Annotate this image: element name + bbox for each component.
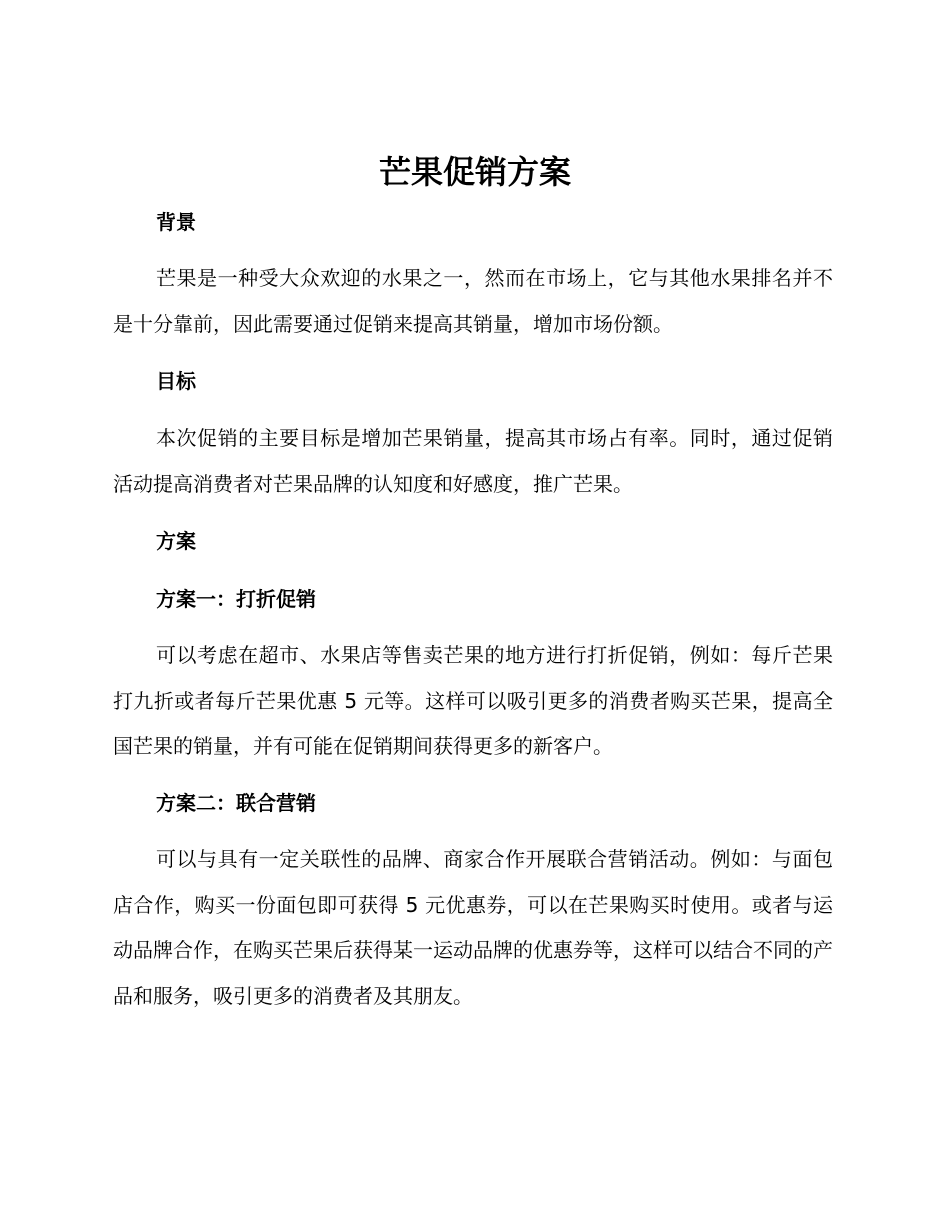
section-text-goal: 本次促销的主要目标是增加芒果销量，提高其市场占有率。同时，通过促销活动提高消费者对芒果品牌的认知度和好感度，推广芒果。 <box>113 426 833 496</box>
section-text-background: 芒果是一种受大众欢迎的水果之一，然而在市场上，它与其他水果排名并不是十分靠前，因此需要通过促销来提高其销量，增加市场份额。 <box>113 266 833 336</box>
section-text-plan-one: 可以考虑在超市、水果店等售卖芒果的地方进行打折促销，例如：每斤芒果打九折或者每斤芒果优惠 5 元等。这样可以吸引更多的消费者购买芒果，提高全国芒果的销量，并有可能在促销期间获得更多的新客户。 <box>113 643 833 758</box>
section-heading-goal: 目标 <box>156 369 196 393</box>
section-heading-plan-one: 方案一：打折促销 <box>156 587 316 611</box>
document-title: 芒果促销方案 <box>378 153 571 191</box>
section-heading-plan-two: 方案二：联合营销 <box>156 791 316 815</box>
section-text-plan-two: 可以与具有一定关联性的品牌、商家合作开展联合营销活动。例如：与面包店合作，购买一份面包即可获得 5 元优惠券，可以在芒果购买时使用。或者与运动品牌合作，在购买芒果后获得某一运动品牌的优惠券等，这样可以结合不同的产品和服务，吸引更多的消费者及其朋友。 <box>113 847 833 1008</box>
section-heading-background: 背景 <box>156 210 196 234</box>
section-heading-plan: 方案 <box>156 529 196 553</box>
